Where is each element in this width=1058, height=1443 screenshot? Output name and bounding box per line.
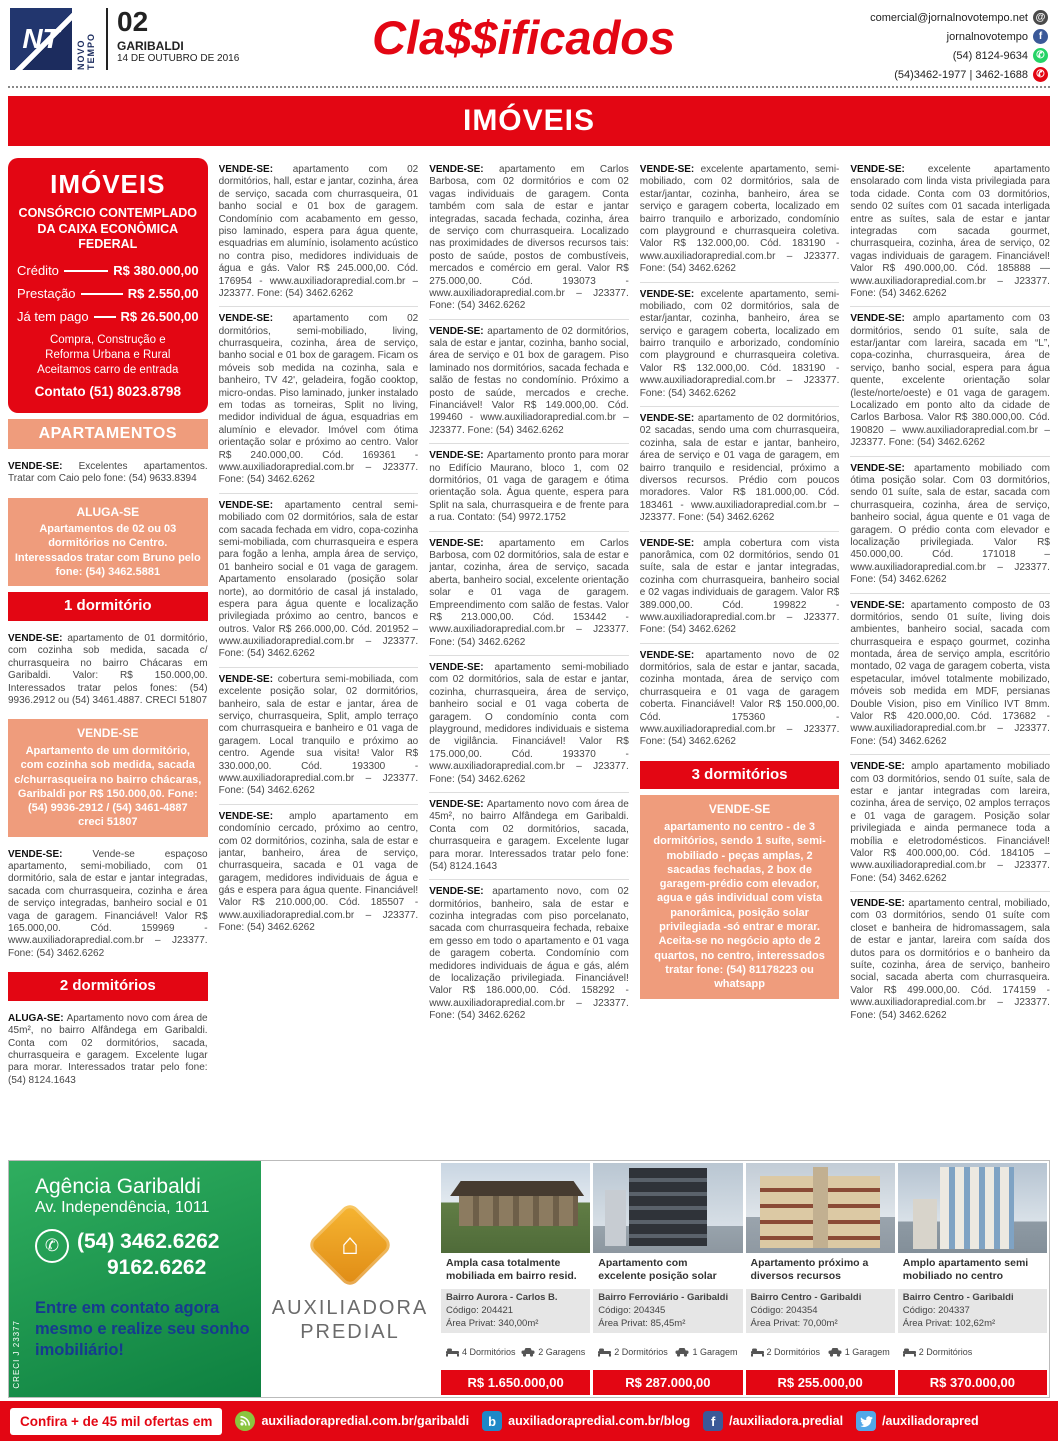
property-features [898,1333,1047,1370]
classifieds-column [219,158,419,1152]
classified-ad: VENDE-SE: apartamento com 02 dormitórios, semi-mobiliado, living, churrasqueira, cozinha, área de serviço, banho social e 01 box de garagem. Ficam os móveis sob medida na cozinha, sala e banheiro, TV 42', geladeira, fogão cooktop, micro-ondas. Piso laminado, junker instalado em todas as torneiras, Split no living, medidor individual de água, esquadrias em alumínio e elevador. Imóvel com ótima orientação solar e próximo ao centro. Valor R$ 240.000,00. Cód. 169361 - www.auxiliadorapredial.com.br – J23377. Fone: (54) 3462.6262 [219,306,419,492]
ad-label: VENDE-SE: [639,288,701,300]
bed-icon [446,1347,459,1357]
highlight-box-text: Apartamentos de 02 ou 03 dormitórios no Centro. Interessados tratar com Bruno pelo fone: (54) 3462.5881 [14,523,201,579]
blog-icon: b [482,1411,502,1431]
ad-label: VENDE-SE: [850,599,911,611]
contact-row-facebook [808,29,1048,44]
promo-credit-lines [17,263,199,325]
email-icon: @ [1033,10,1048,25]
section-header: APARTAMENTOS [8,419,208,449]
classified-ad: VENDE-SE: apartamento semi-mobiliado com 02 dormitórios, sala de estar e jantar, cozinha, churrasqueira, área de serviço, banheiro social e 01 vaga coberta de garagem. O condomínio conta com playground, medidores individuais e sistema de vigilância. Financiável! Valor R$ 175.000,00. Cód. 193370 - www.auxiliadorapredial.com.br – J23377. Fone: (54) 3462.6262 [429,655,629,792]
property-area: Área Privat: 340,00m² [446,1317,539,1329]
classified-ad: VENDE-SE: apartamento em Carlos Barbosa, com 02 dormitórios, sala de estar e jantar, cozinha, área de serviço, sacada aberta, banheiro social, excelente orientação solar e 01 vaga de garagem. Empreendimento com salão de festas. Valor R$ 213.000,00. Cód. 153442 - www.auxiliadorapredial.com.br – J23377. Fone: (54) 3462.6262 [429,531,629,656]
credit-label: Crédito [17,263,59,279]
page-title: Cla$$ificados [372,11,676,64]
classified-ad: VENDE-SE: excelente apartamento, semi-mobiliado, com 02 dormitórios, sala de estar/jantar, cozinha, banheiro, área se serviço e garagem coberta, localizado em bairro tranquilo e arborizado, condomínio com playground e churrasqueira coletiva. Valor R$ 132.000,00. Cód. 183190 - www.auxiliadorapredial.com.br – J23377. Fone: (54) 3462.6262 [639,164,840,275]
property-location: Bairro Aurora - Carlos B. [446,1292,558,1303]
facebook-icon: f [1033,29,1048,44]
classifieds-column [850,158,1050,1152]
property-photo [441,1163,590,1253]
property-location: Bairro Ferroviário - Garibaldi [598,1292,729,1303]
agency-cta: Entre em contato agora mesmo e realize seu sonho imobiliário! [35,1298,250,1360]
bedrooms-label: 2 Dormitórios [903,1347,973,1357]
property-features [593,1333,742,1370]
agency-phone-2: 9162.6262 [107,1256,207,1280]
property-cards [439,1161,1049,1397]
promo-subtitle: CONSÓRCIO CONTEMPLADO DA CAIXA ECONÔMICA FEDERAL [18,206,198,252]
classified-ad: VENDE-SE: Excelentes apartamentos. Tratar com Caio pelo fone: (54) 9633.8394 [8,460,208,485]
contact-row-whatsapp [808,48,1048,63]
ad-label: VENDE-SE: [429,537,500,549]
classifieds-column [8,158,208,1152]
contact-row-email [808,10,1048,25]
property-price: R$ 287.000,00 [593,1370,742,1395]
classified-ad: VENDE-SE: Vende-se espaçoso apartamento, semi-mobiliado, com 01 dormitório, sala de estar e jantar integradas, sacada com churrasqueira, cozinha e área de serviço integradas, banheiro social e 01 vaga de garagem. Financiável! Valor R$ 165.000,00. Cód. 159969 - www.auxiliadorapredial.com.br – J23377. Fone: (54) 3462.6262 [8,848,208,959]
credit-dash [64,270,108,272]
property-location: Bairro Centro - Garibaldi [902,1292,1014,1303]
classified-ad: VENDE-SE: apartamento em Carlos Barbosa, com 02 dormitórios e com 02 vagas individuais de garagem. Conta também com sala de estar e jantar integradas, sacada fechada, cozinha, área de serviço com churrasqueira. Localizado nas proximidades de diversos recursos tais: posto de saúde, postos de combustíveis, mercados e comércio em geral. Valor R$ 275.000,00. Cód. 193073 - www.auxiliadorapredial.com.br – J23377. Fone: (54) 3462.6262 [429,164,629,312]
classified-ad: VENDE-SE: apartamento novo de 02 dormitórios, sala de estar e jantar, sacada, cozinha montada, área de serviço com churrasqueira e 01 vaga de garagem coberta. Financiável! Valor R$ 150.000,00. Cód. 175360 - www.auxiliadorapredial.com.br – J23377. Fone: (54) 3462.6262 [640,643,840,755]
property-card [898,1163,1047,1395]
classified-ad: VENDE-SE: amplo apartamento mobiliado com 03 dormitórios, sendo 01 suíte, sala de estar e jantar integradas com lareira, cozinha, área de serviço, 02 amplos terraços e 01 vaga de garagem. Posição solar privilegiada e ainda permanece toda a mobília e eletrodomésticos. Financiável! Valor R$ 400.000,00. Cód. 184105 – www.auxiliadorapredial.com.br – J23377. Fone: (54) 3462.6262 [850,754,1050,891]
property-title: Amplo apartamento semi mobiliado no centro [902,1257,1029,1282]
bed-icon [903,1347,916,1357]
classified-ad: VENDE-SE: apartamento central, mobiliado, com 03 dormitórios, sendo 01 suíte com closet e banheira de hidromassagem, sala de estar e jantar, lareira com saída dos dutos para os dormitórios e o banheiro da suíte, cozinha, área de serviço, banheiro social, sacada aberta com churrasqueira. Valor R$ 499.000,00. Cód. 174159 - www.auxiliadorapredial.com.br – J23377. Fone: (54) 3462.6262 [850,891,1050,1028]
consorcio-promo-box [8,158,208,413]
ad-label: VENDE-SE: [639,413,698,425]
classified-ad: VENDE-SE: apartamento com 02 dormitórios, hall, estar e jantar, cozinha, área de serviço, sacada com churrasqueira, 01 banho social e 01 box de garagem. Condomínio com acabamento em gesso, piso laminado, espera para água quente, esquadrias em alumínio, isolamento acústico no contra piso, medidores individuais de água e gás. Valor R$ 245.000,00. Cód. 176954 - www.auxiliadorapredial.com.br – J23377. Fone: (54) 3462.6262 [218,164,419,299]
property-card [593,1163,742,1395]
credit-label: Já tem pago [17,309,89,325]
classifieds-area [0,154,1058,1156]
section-header: 2 dormitórios [8,972,208,1001]
bedrooms-label: 4 Dormitórios [446,1347,516,1357]
agency-address: Av. Independência, 1011 [35,1199,210,1216]
highlight-ad-box [8,719,208,836]
ad-label: VENDE-SE: [218,810,289,822]
credit-dash [94,316,116,318]
highlight-box-title: VENDE-SE [708,802,771,817]
promo-contact: Contato (51) 8023.8798 [34,384,181,400]
contact-text: jornalnovotempo [946,30,1028,43]
property-info [898,1289,1047,1333]
credit-label: Prestação [17,286,76,302]
highlight-box-text: apartamento no centro - de 3 dormitórios, sendo 1 suíte, semi-mobiliado - peças amplas, 2 sacadas fechadas, 2 box de garagem-prédio com elevador, agua e gás individual com vista panorâmica, posição solar privilegiada -só entrar e morar. Aceita-se no negócio apto de 2 quartos, no centro, interessados tratar fone: (54) 81178223 ou whatsapp [653,820,826,991]
auxiliadora-logo [261,1161,439,1397]
edition-date: 14 DE OUTUBRO DE 2016 [117,53,240,64]
phone-icon: ✆ [35,1229,69,1263]
highlight-box-title: VENDE-SE [77,726,139,741]
highlight-box-text: Apartamento de um dormitório, com cozinha sob medida, sacada c/churrasqueira no bairro chácaras, Garibaldi por R$ 150.000,00. Fone: (54) 9936-2912 / (54) 3461-4887 creci 51807 [14,744,202,829]
footer-link-website[interactable]: auxiliadorapredial.com.br/garibaldi [235,1411,469,1431]
classified-ad: VENDE-SE: apartamento de 02 dormitórios, 02 sacadas, sendo uma com churrasqueira, cozinha, sala de estar e jantar, banheiro, área de serviço e 01 vaga de garagem, em bairro tranquilo e residencial, próximo a diversos recursos. Prédio com poucos moradores. Valor R$ 181.000,00. Cód. 183461 - www.auxiliadorapredial.com.br – J23377. Fone: (54) 3462.6262 [640,406,840,531]
bed-icon [598,1347,611,1357]
property-card [441,1163,590,1395]
page-number: 02 [117,6,149,37]
property-area: Área Privat: 85,45m² [598,1317,686,1329]
credit-value: R$ 2.550,00 [127,286,199,302]
section-header: 1 dormitório [8,592,208,621]
logo-line-1: AUXILIADORA [271,1297,429,1319]
footer-link-blog[interactable]: b auxiliadorapredial.com.br/blog [482,1411,690,1431]
classified-ad: VENDE-SE: apartamento de 01 dormitório, com cozinha sob medida, sacada c/ churrasqueira no bairro Chácaras em Garibaldi. Valor: R$ 150.000,00. Interessados tratar pelos fones: (54) 9936.2912 ou (54) 3461.4887. CRECI 51807 [8,632,208,706]
ad-label: VENDE-SE: [639,537,704,549]
ad-label: VENDE-SE: [429,325,488,337]
agency-phone-row [35,1229,253,1282]
page-header [0,0,1058,86]
ad-label: VENDE-SE: [218,673,278,685]
ad-label: VENDE-SE: [639,649,706,661]
ad-label: VENDE-SE: [850,761,912,773]
section-banner-imoveis: IMÓVEIS [8,96,1050,146]
property-card [746,1163,895,1395]
ad-label: VENDE-SE: [429,886,493,898]
bedrooms-label: 2 Dormitórios [751,1347,821,1357]
classified-ad: VENDE-SE: apartamento composto de 03 dormitórios, sendo 01 suíte, living dois ambientes, banheiro social, sacada com churrasqueira e espaço gourmet, cozinha montada, área de serviço ampla, escritório montado, 02 vaga de garagem coberta, vista espetacular, imóvel totalmente mobilizado, móveis sob medida em MDF, persianas Double Vision, piso em Vinílico IVT 8mm. Valor R$ 420.000,00. Cód. 173682 - www.auxiliadorapredial.com.br – J23377. Fone: (54) 3462.6262 [850,593,1050,755]
footer-ad-banner [8,1160,1050,1398]
ad-label: VENDE-SE: [218,164,293,175]
creci-number: CRECI J 23377 [12,1320,21,1389]
promo-title: IMÓVEIS [50,169,166,199]
facebook-icon: f [703,1411,723,1431]
property-price: R$ 370.000,00 [898,1370,1047,1395]
contact-row-phone [808,67,1048,82]
newspaper-name: NOVO TEMPO [76,32,96,70]
credit-dash [81,293,123,295]
garage-label: 1 Garagem [675,1347,737,1357]
header-divider [8,86,1050,88]
nt-logo: NT [10,8,72,70]
phone-icon: ✆ [1033,67,1048,82]
property-features [746,1333,895,1370]
ad-label: VENDE-SE: [218,499,285,511]
promo-credit-line [17,263,199,279]
classified-ad: VENDE-SE: Apartamento pronto para morar no Edifício Maurano, bloco 1, com 02 dormitórios, 01 vaga de garagem e ótima orientação sola. Água quente, espera para Split na sala, churrasqueira e de frente para a rua. Contato: (54) 9972.1752 [429,443,629,530]
ad-label: VENDE-SE: [850,164,928,175]
garage-label: 2 Garagens [521,1347,585,1357]
ad-label: VENDE-SE: [8,460,79,472]
property-code: Código: 204354 [750,1304,818,1316]
classified-ad: VENDE-SE: apartamento central semi-mobiliado com 02 dormitórios, sala de estar com sacada fechada em vidro, copa-cozinha semi-mobiliada, com churrasqueira e espera para fogão a lenha, ampla área de serviço, 01 banheiro social e 01 vaga de garagem. Apartamento ensolarado (posição solar norte), ao dormitório de casal já instalado, espera para água quente e localização privilegiada próximo ao centro, bancos e outros. Valor R$ 266.000,00. Cód. 201952 – www.auxiliadorapredial.com.br – J23377. Fone: (54) 3462.6262 [219,493,419,667]
classifieds-column [640,158,840,1152]
highlight-ad-box [640,795,840,998]
twitter-icon [856,1411,876,1431]
property-price: R$ 255.000,00 [746,1370,895,1395]
title-wrap [239,8,808,64]
property-code: Código: 204345 [598,1304,666,1316]
contact-list [808,8,1048,86]
page-info [106,8,239,70]
property-info [593,1289,742,1333]
property-area: Área Privat: 102,62m² [902,1317,996,1329]
property-title: Apartamento com excelente posição solar [598,1257,717,1282]
ad-label: VENDE-SE: [429,164,500,175]
property-photo [898,1163,1047,1253]
bed-icon [751,1347,764,1357]
footer-link-facebook[interactable]: f /auxiliadora.predial [703,1411,843,1431]
classified-ad: VENDE-SE: apartamento de 02 dormitórios, sala de estar e jantar, cozinha, banho social, área de serviço e 01 box de garagem. Piso laminado nos dormitórios, sacada fechada e salão de festas no condomínio. Próximo a posto de saúde, mercados e creche. Financiável! Valor R$ 149.000,00. Cód. 199460 - www.auxiliadorapredial.com.br – J23377. Fone: (54) 3462.6262 [429,319,629,444]
highlight-box-title: ALUGA-SE [76,504,140,519]
property-features [441,1333,590,1370]
section-header: 3 dormitórios [640,761,840,790]
logo-line-2: PREDIAL [300,1321,400,1343]
classified-ad: VENDE-SE: excelente apartamento, semi-mobiliado, com 02 dormitórios, sala de estar/jantar, cozinha, banheiro, área se serviço e garagem coberta, localizado em bairro tranquilo e arborizado, condomínio com playground e churrasqueira coletiva. Valor R$ 132.000,00. Cód. 183190 - www.auxiliadorapredial.com.br – J23377. Fone: (54) 3462.6262 [640,282,840,407]
bedrooms-label: 2 Dormitórios [598,1347,668,1357]
car-icon [521,1347,535,1357]
ad-label: VENDE-SE: [850,462,914,474]
contact-text: (54)3462-1977 | 3462-1688 [894,68,1028,81]
ad-label: VENDE-SE: [429,450,487,462]
highlight-ad-box [8,498,208,587]
auxiliadora-diamond-icon: ⌂ [306,1201,394,1289]
classified-ad: VENDE-SE: cobertura semi-mobiliada, com excelente posição solar, 02 dormitórios, banheiro, sala de estar e jantar, área de serviço, churrasqueira, Split, amplo terraço com churrasqueira e banheiro e 01 vaga de garagem. Local tranquilo e próximo ao centro. Agende sua visita! Valor R$ 330.000,00. Cód. 193300 - www.auxiliadorapredial.com.br – J23377. Fone: (54) 3462.6262 [219,667,419,804]
social-links [235,1411,978,1431]
property-photo [593,1163,742,1253]
classifieds-column [429,158,629,1152]
footer-link-twitter[interactable]: /auxiliadorapred [856,1411,979,1431]
classified-ad: VENDE-SE: apartamento mobiliado com ótima posição solar. Com 03 dormitórios, sendo 01 suíte, sala de estar, sacada com churrasqueira, cozinha, área de serviço, banheiro social, água quente e 01 vaga de garagem. O prédio conta com elevador e localização privilegiada. Valor R$ 450.000,00. Cód. 171018 – www.auxiliadorapredial.com.br – J23377. Fone: (54) 3462.6262 [850,456,1050,593]
promo-credit-line [17,309,199,325]
property-area: Área Privat: 70,00m² [750,1317,838,1329]
classified-ad: VENDE-SE: Apartamento novo com área de 45m², no bairro Alfândega em Garibaldi. Conta com 02 dormitórios, sacada, churrasqueira e garagem. Excelente lugar para morar. Interessados tratar pelo fone: (54) 8124.1643 [429,792,629,879]
property-info [441,1289,590,1333]
ad-label: VENDE-SE: [850,898,909,910]
car-icon [675,1347,689,1357]
promo-credit-line [17,286,199,302]
ad-label: VENDE-SE: [8,848,93,860]
ad-label: VENDE-SE: [218,313,293,325]
classified-ad: VENDE-SE: apartamento novo, com 02 dormitórios, banheiro, sala de estar e cozinha integradas com piso porcelanato, sacada com churrasqueira fechada, rebaixe em gesso em todo o apartamento e 01 vaga de garagem coberta. Condomínio com medidores individuais de água e gás, além de localização privilegiada. Financiável! Valor R$ 186.000,00. Cód. 158292 - www.auxiliadorapredial.com.br – J23377. Fone: (54) 3462.6262 [429,879,629,1028]
ad-label: VENDE-SE: [850,313,913,325]
credit-value: R$ 380.000,00 [113,263,199,279]
ad-label: ALUGA-SE: [8,1012,67,1024]
agency-panel [9,1161,261,1397]
promo-body: Compra, Construção e Reforma Urbana e Rural Aceitamos carro de entrada [37,334,179,377]
garage-label: 1 Garagem [828,1347,890,1357]
agency-name: Agência Garibaldi [35,1175,201,1198]
property-info [746,1289,895,1333]
offers-lead-text: Confira + de 45 mil ofertas em [10,1408,222,1435]
whatsapp-icon: ✆ [1033,48,1048,63]
footer-social-bar [0,1401,1058,1441]
classified-ad: VENDE-SE: ampla cobertura com vista panorâmica, com 02 dormitórios, sendo 01 suíte, sala de estar e jantar integradas, cozinha com churrasqueira, banheiro social e 02 vagas individuais de garagem. Valor R$ 389.000,00. Cód. 199822 - www.auxiliadorapredial.com.br – J23377. Fone: (54) 3462.6262 [640,531,840,643]
car-icon [828,1347,842,1357]
property-photo [746,1163,895,1253]
property-price: R$ 1.650.000,00 [441,1370,590,1395]
classified-ad: VENDE-SE: amplo apartamento com 03 dormitórios, sendo 01 suíte, sala de estar/jantar com lareira, sacada em “L”, copa-cozinha, churrasqueira, área de serviço, banho social, espera para água quente, excelente orientação solar (leste/norte/oeste) e 01 vaga de garagem. Localizado em ponto alto da cidade de Carlos Barbosa. Valor R$ 380.000,00. Cód. 190820 – www.auxiliadorapredial.com.br – J23377. Fone: (54) 3462.6262 [850,306,1050,455]
ad-label: VENDE-SE: [639,164,701,175]
classified-ad: VENDE-SE: amplo apartamento em condomínio cercado, próximo ao centro, com 02 dormitórios, cozinha, sala de estar e jantar, banheiro, área de serviço, churrasqueira, sacada e 01 vaga de garagem, medidores individuais de água e gás e espera para água quente. Financiável! Valor R$ 210.000,00. Cód. 185507 - www.auxiliadorapredial.com.br – J23377. Fone: (54) 3462.6262 [219,804,419,941]
property-code: Código: 204337 [902,1304,970,1316]
website-icon [235,1411,255,1431]
ad-label: VENDE-SE: [8,632,68,644]
contact-text: comercial@jornalnovotempo.net [870,11,1028,24]
property-code: Código: 204421 [446,1304,514,1316]
ad-label: VENDE-SE: [429,662,495,674]
agency-phone-1: (54) 3462.6262 [77,1230,220,1253]
property-title: Ampla casa totalmente mobiliada em bairro resid. [446,1257,577,1282]
auxiliadora-logo-text [272,1296,428,1344]
classified-ad: VENDE-SE: excelente apartamento ensolarado com linda vista privilegiada para toda cidade. Conta com 03 dormitórios, sendo 02 suítes com 01 sacada interligada entre as suítes, sala de estar e jantar integradas com sacada gourmet, churrasqueira, cozinha, área de serviço, 02 vagas individuais de garagem. Financiável! Valor R$ 490.000,00. Cód. 185888 — www.auxiliadorapredial.com.br – J23377. Fone: (54) 3462.6262 [850,164,1050,299]
contact-text: (54) 8124-9634 [952,49,1028,62]
newspaper-brand [10,8,239,70]
credit-value: R$ 26.500,00 [120,309,199,325]
edition-city: GARIBALDI [117,39,184,53]
property-location: Bairro Centro - Garibaldi [750,1292,862,1303]
ad-label: VENDE-SE: [429,798,487,810]
classified-ad: ALUGA-SE: Apartamento novo com área de 45m², no bairro Alfândega em Garibaldi. Conta com 02 dormitórios, sacada, churrasqueira e garagem. Excelente lugar para morar. Interessados tratar pelo fone: (54) 8124.1643 [8,1012,208,1086]
property-title: Apartamento próximo a diversos recursos [750,1257,869,1282]
